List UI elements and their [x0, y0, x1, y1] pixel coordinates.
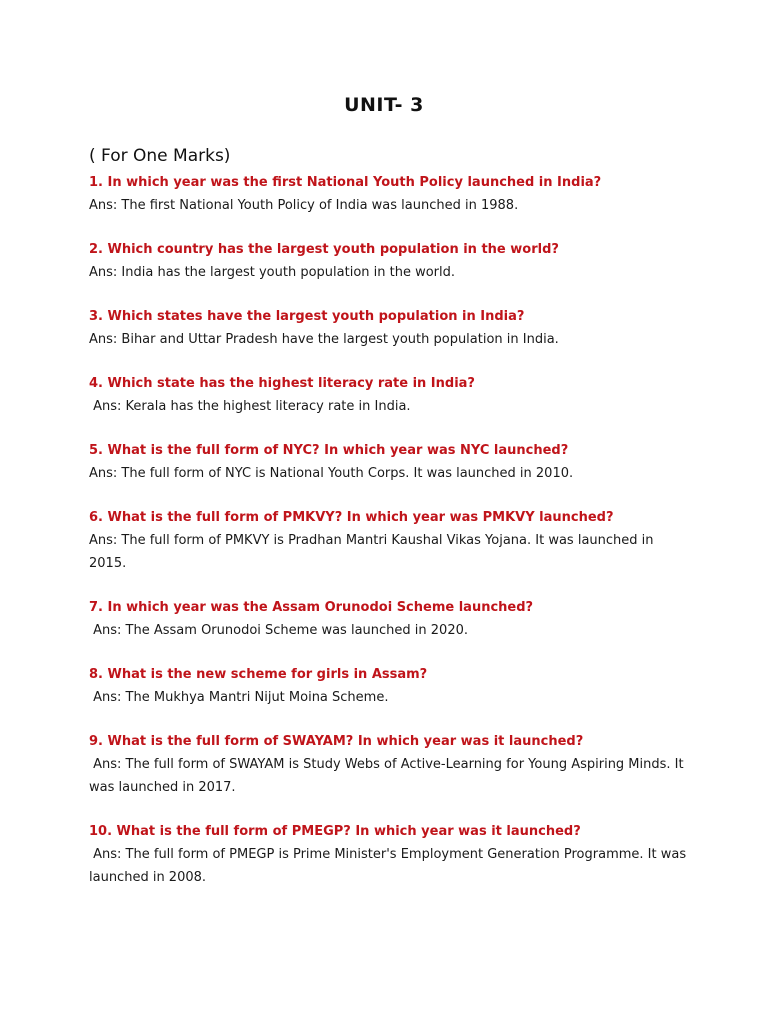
answer-body: Ans: The Assam Orunodoi Scheme was launched in 2020. [93, 623, 468, 638]
qa-item [89, 821, 689, 889]
qa-item [89, 239, 689, 284]
qa-item [89, 306, 689, 351]
qa-item [89, 731, 689, 799]
answer-text [89, 619, 689, 642]
answer-text [89, 261, 689, 284]
answer-body: Ans: India has the largest youth population in the world. [89, 265, 456, 280]
question-text: 6. What is the full form of PMKVY? In which year was PMKVY launched? [89, 510, 614, 525]
qa-list [89, 172, 689, 911]
answer-body: Ans: The first National Youth Policy of India was launched in 1988. [89, 198, 519, 213]
qa-item [89, 664, 689, 709]
answer-body: Ans: The Mukhya Mantri Nijut Moina Scheme. [93, 690, 389, 705]
answer-text [89, 395, 689, 418]
page-title: UNIT- 3 [344, 94, 424, 116]
answer-body: Ans: The full form of PMKVY is Pradhan Mantri Kaushal Vikas Yojana. It was launched in 2015. [89, 533, 654, 571]
question-text: 1. In which year was the first National Youth Policy launched in India? [89, 175, 602, 190]
answer-body: Ans: The full form of SWAYAM is Study Webs of Active-Learning for Young Aspiring Minds. It was launched in 2017. [89, 757, 684, 795]
answer-body: Ans: Kerala has the highest literacy rate in India. [93, 399, 411, 414]
answer-text [89, 529, 689, 575]
question-text: 10. What is the full form of PMEGP? In which year was it launched? [89, 824, 581, 839]
answer-body: Ans: The full form of NYC is National Youth Corps. It was launched in 2010. [89, 466, 574, 481]
question-text: 8. What is the new scheme for girls in Assam? [89, 667, 428, 682]
qa-item [89, 507, 689, 575]
answer-text [89, 462, 689, 485]
qa-item [89, 373, 689, 418]
question-text: 5. What is the full form of NYC? In which year was NYC launched? [89, 443, 569, 458]
answer-text [89, 753, 689, 799]
answer-text [89, 328, 689, 351]
section-heading: ( For One Marks) [89, 146, 231, 166]
answer-text [89, 843, 689, 889]
answer-text [89, 194, 689, 217]
question-text: 2. Which country has the largest youth population in the world? [89, 242, 559, 257]
answer-text [89, 686, 689, 709]
question-text: 3. Which states have the largest youth population in India? [89, 309, 525, 324]
question-text: 9. What is the full form of SWAYAM? In which year was it launched? [89, 734, 584, 749]
answer-body: Ans: The full form of PMEGP is Prime Minister's Employment Generation Programme. It was launched in 2008. [89, 847, 687, 885]
qa-item [89, 440, 689, 485]
question-text: 4. Which state has the highest literacy rate in India? [89, 376, 475, 391]
answer-body: Ans: Bihar and Uttar Pradesh have the largest youth population in India. [89, 332, 559, 347]
qa-item [89, 172, 689, 217]
question-text: 7. In which year was the Assam Orunodoi Scheme launched? [89, 600, 534, 615]
qa-item [89, 597, 689, 642]
